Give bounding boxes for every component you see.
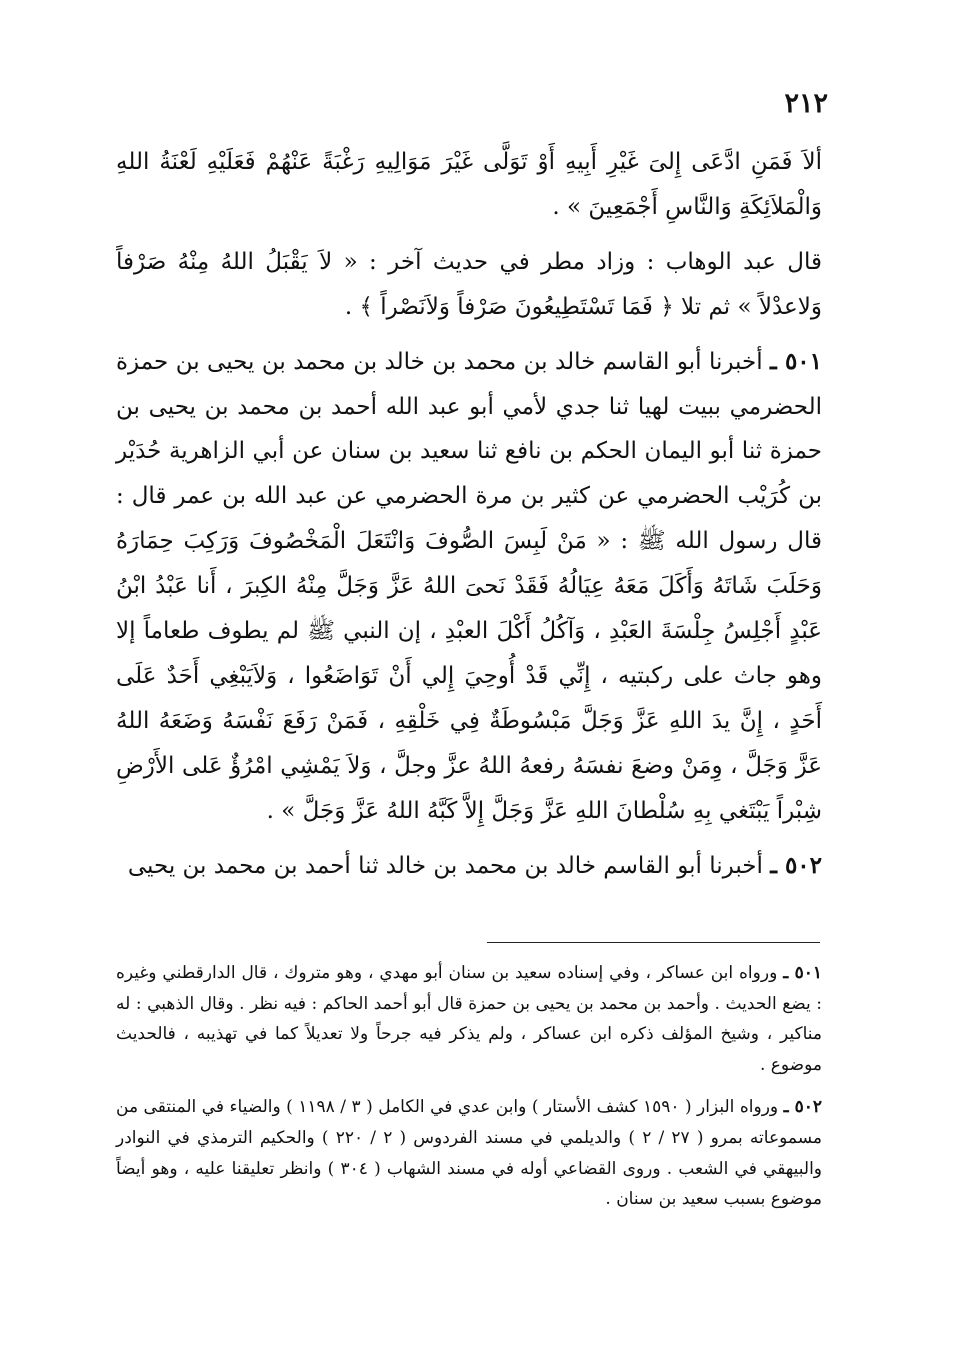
hadith-501 [116, 340, 822, 834]
hadith-continuation: ألاَ فَمَنِ ادَّعَى إِلىَ غَيْرِ أَبِيهِ أَوْ تَوَلَّى غَيْرَ مَوَالِيهِ رَغْبَةً عَنْهُمْ فَعَلَيْهِ لَعْنَةُ اللهِ وَالْمَلاَئِكَةِ وَالنَّاسِ أَجْمَعِينَ » . [116, 149, 822, 220]
hadith-502 [116, 844, 822, 889]
footnote-number: ٥٠٢ ـ [783, 1097, 823, 1118]
footnotes [116, 958, 822, 1215]
page-number: ٢١٢ [784, 88, 828, 119]
footnote-number: ٥٠١ ـ [783, 963, 823, 983]
hadith-number: ٥٠١ ـ [770, 347, 822, 375]
hadith-text: أخبرنا أبو القاسم خالد بن محمد بن خالد ثنا أحمد بن محمد بن يحيى [127, 852, 763, 879]
footnote-text: ورواه ابن عساكر ، وفي إسناده سعيد بن سنان أبو مهدي ، وهو متروك ، قال الدارقطني وغيره : يضع الحديث . وأحمد بن محمد بن يحيى بن حمزة قال أبو أحمد الحاكم : فيه نظر . وقال الذهبي : له مناكير ، وشيخ المؤلف ذكره ابن عساكر ، ولم يذكر فيه جرحاً ولا تعديلاً كما في تهذيبه ، فالحديث موضوع . [116, 963, 822, 1075]
main-text [116, 140, 822, 889]
footnote-text: ورواه البزار ( ١٥٩٠ كشف الأستار ) وابن عدي في الكامل ( ٣ / ١١٩٨ ) والضياء في المنتقى من مسموعاته بمرو ( ٢٧ / ٢ ) والديلمي في مسند الفردوس ( ٢ / ٢٢٠ ) والحكيم الترمذي في النوادر والبيهقي في الشعب . وروى القضاعي أوله في مسند الشهاب ( ٣٠٤ ) وانظر تعليقنا عليه ، وهو أيضاً موضوع بسبب سعيد بن سنان . [116, 1097, 822, 1210]
hadith-number: ٥٠٢ ـ [770, 851, 822, 879]
footnote-502 [116, 1092, 822, 1214]
footnote-divider [487, 942, 820, 943]
narrator-addition: قال عبد الوهاب : وزاد مطر في حديث آخر : « لاَ يَقْبَلُ اللهُ مِنْهُ صَرْفاً وَلاعدْلاً » ثم تلا ﴿ فَمَا تَسْتَطِيعُونَ صَرْفاً وَلاَنَصْراً ﴾ . [116, 248, 822, 320]
hadith-text: أخبرنا أبو القاسم خالد بن محمد بن خالد بن محمد بن يحيى بن حمزة الحضرمي ببيت لهيا ثنا جدي لأمي أبو عبد الله أحمد بن محمد بن يحيى بن حمزة ثنا أبو اليمان الحكم بن نافع ثنا سعيد بن سنان عن أبي الزاهرية حُدَيْر بن كُرَيْب الحضرمي عن كثير بن مرة الحضرمي عن عبد الله بن عمر قال : قال رسول الله ﷺ : « مَنْ لَبِسَ الصُّوفَ وَانْتَعَلَ الْمَخْصُوفَ وَرَكِبَ حِمَارَهُ وَحَلَبَ شَاتَهُ وَأَكَلَ مَعَهُ عِيَالُهُ فَقَدْ نَحىَ اللهُ عَزَّ وَجَلَّ مِنْهُ الكِبرَ ، أَنا عَبْدُ ابْنُ عَبْدٍ أَجْلِسُ جِلْسَةَ العَبْدِ ، وَآكُلُ أَكْلَ العبْدِ ، إن النبي ﷺ لم يطوف طعاماً إلا وهو جاث على ركبتيه ، إِنِّي قَدْ أُوحِيَ إِلي أَنْ تَوَاضَعُوا ، وَلاَيَبْغِي أَحَدٌ عَلَى أَحَدٍ ، إِنَّ يدَ اللهِ عَزَّ وَجَلَّ مَبْسُوطَةٌ فِي خَلْقِهِ ، فَمَنْ رَفَعَ نَفْسَهُ وَضَعَهُ اللهُ عَزَّ وَجَلَّ ، وِمَنْ وضعَ نفسَهُ رفعهُ اللهُ عزَّ وجلَّ ، وَلاَ يَمْشِي امْرُؤٌ عَلى الأَرْضِ شِبْراً يَبْتَغي بِهِ سُلْطانَ اللهِ عَزَّ وَجَلَّ إِلاَّ كَبَّهُ اللهُ عَزَّ وَجَلَّ » . [116, 348, 822, 824]
footnote-501 [116, 958, 822, 1080]
